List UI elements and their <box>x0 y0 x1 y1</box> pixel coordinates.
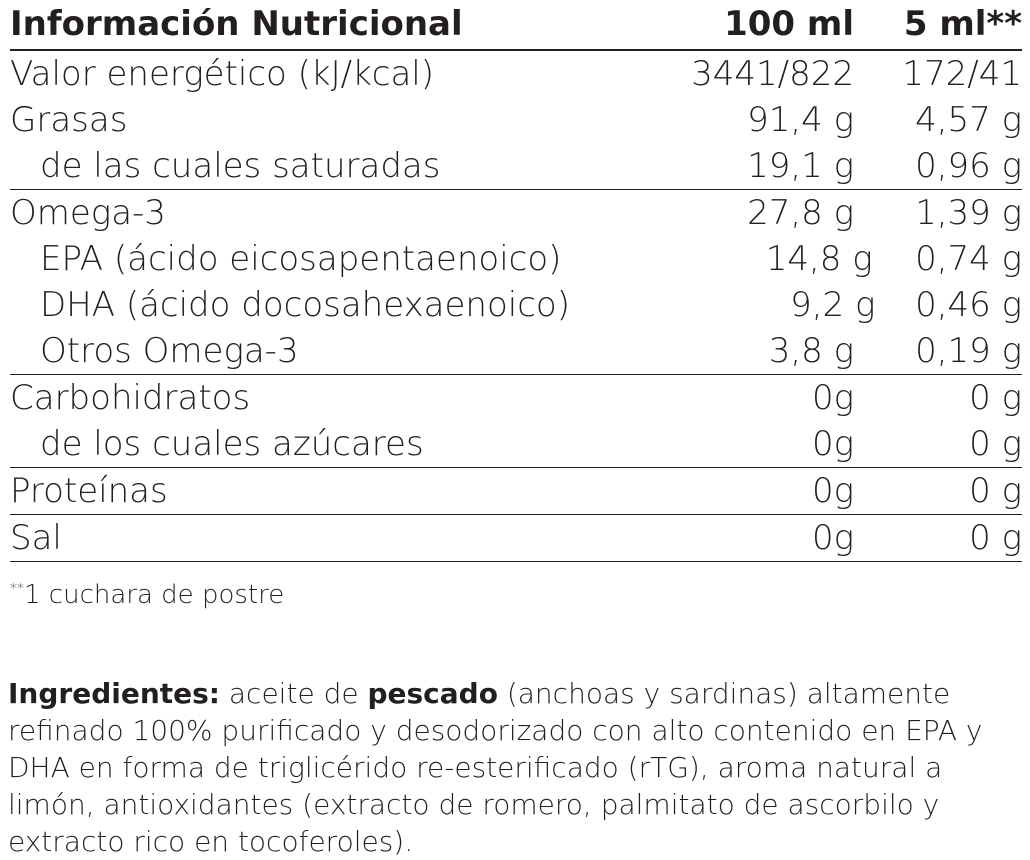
nutrient-label: Sal <box>10 518 62 558</box>
column-header-5ml: 5 ml** <box>903 4 1022 44</box>
table-header <box>10 0 1022 51</box>
value-100ml: 27,8 g <box>747 193 854 233</box>
table-row <box>10 468 1022 515</box>
table-row <box>10 51 1022 97</box>
nutrient-label: Omega-3 <box>10 193 166 233</box>
table-row <box>10 190 1022 236</box>
table-row <box>10 97 1022 143</box>
nutrient-label: DHA (ácido docosahexaenoico) <box>40 285 570 325</box>
value-100ml: 3,8 g <box>768 331 854 371</box>
nutrient-label: Carbohidratos <box>10 378 251 418</box>
table-row <box>10 421 1022 468</box>
nutrient-label: de los cuales azúcares <box>40 424 424 464</box>
value-5ml: 0 g <box>969 471 1022 511</box>
ingredients-text-part-2: (anchoas y sardinas) altamente refinado 100% purificado y desodorizado con alto contenido en EPA y DHA en forma de triglicérido re-esterificado (rTG), aroma natural a limón, antioxidantes (extracto de romero, palmitato de ascorbilo y extracto rico en tocoferoles). <box>8 677 983 858</box>
table-row <box>10 236 1022 282</box>
value-100ml: 9,2 g <box>790 285 876 325</box>
footnote-mark: ** <box>10 581 24 597</box>
table-title: Información Nutricional <box>10 4 463 44</box>
nutrition-table <box>10 0 1022 562</box>
value-100ml: 91,4 g <box>747 100 854 140</box>
value-100ml: 0g <box>811 471 854 511</box>
value-100ml: 19,1 g <box>747 146 854 186</box>
table-row <box>10 143 1022 190</box>
value-5ml: 0,46 g <box>915 285 1022 325</box>
table-row <box>10 282 1022 328</box>
value-5ml: 172/41 <box>902 54 1022 94</box>
value-5ml: 0 g <box>969 518 1022 558</box>
value-5ml: 0,74 g <box>915 239 1022 279</box>
value-5ml: 1,39 g <box>915 193 1022 233</box>
value-100ml: 0g <box>811 518 854 558</box>
nutrient-label: Proteínas <box>10 471 168 511</box>
ingredients-bold-word: pescado <box>367 677 498 710</box>
serving-footnote <box>10 580 284 610</box>
nutrient-label: de las cuales saturadas <box>40 146 441 186</box>
nutrient-label: EPA (ácido eicosapentaenoico) <box>40 239 562 279</box>
nutrient-label: Valor energético (kJ/kcal) <box>10 54 435 94</box>
value-100ml: 0g <box>811 378 854 418</box>
value-100ml: 14,8 g <box>765 239 873 279</box>
nutrient-label: Grasas <box>10 100 128 140</box>
value-5ml: 0,96 g <box>915 146 1022 186</box>
ingredients-text-part-1: aceite de <box>220 677 368 710</box>
ingredients-paragraph <box>8 675 1024 860</box>
value-100ml: 0g <box>811 424 854 464</box>
value-5ml: 0,19 g <box>915 331 1022 371</box>
ingredients-heading: Ingredientes: <box>8 677 220 710</box>
value-5ml: 0 g <box>969 378 1022 418</box>
value-5ml: 4,57 g <box>915 100 1022 140</box>
value-5ml: 0 g <box>969 424 1022 464</box>
value-100ml: 3441/822 <box>691 54 854 94</box>
table-row <box>10 515 1022 562</box>
nutrient-label: Otros Omega-3 <box>40 331 299 371</box>
table-row <box>10 328 1022 375</box>
footnote-text: 1 cuchara de postre <box>24 580 285 610</box>
column-header-100ml: 100 ml <box>724 4 854 44</box>
table-row <box>10 375 1022 421</box>
